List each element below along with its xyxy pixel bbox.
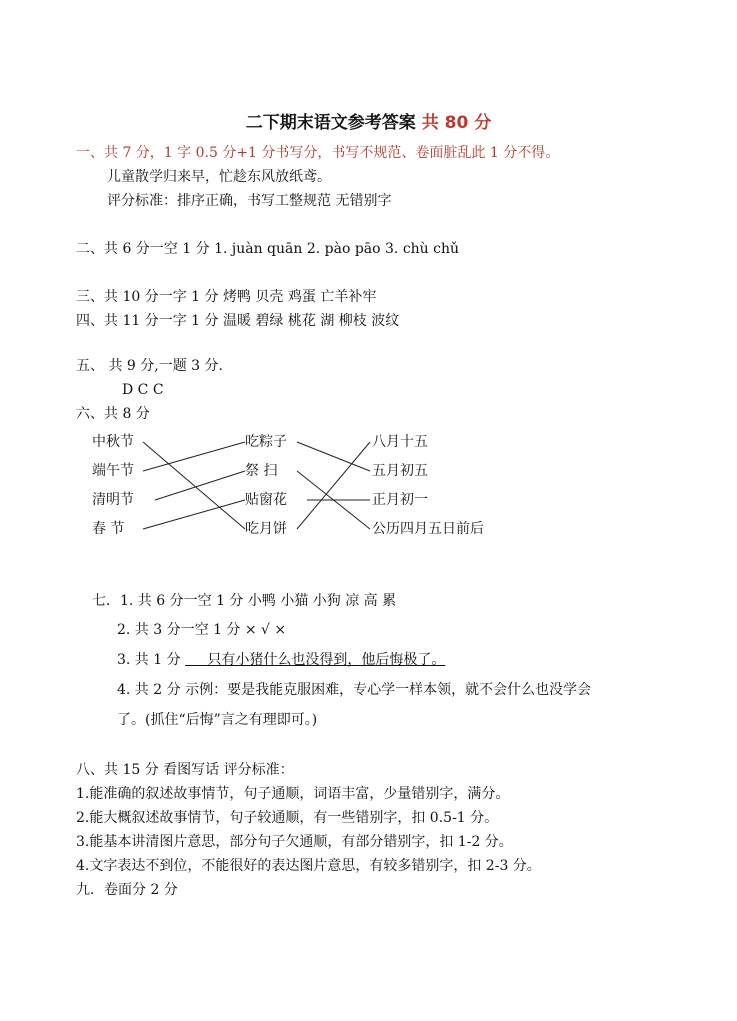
criteria-item-3: 3.能基本讲清图片意思，部分句子欠通顺，有部分错别字，扣 1-2 分。 [76,834,513,850]
title-main: 二下期末语文参考答案 [245,113,416,133]
section-7-q3 [117,651,445,669]
section-4-line: 四、共 11 分一字 1 分 温暖 碧绿 桃花 湖 柳枝 波纹 [76,313,400,329]
section-7-q1: 七．1. 共 6 分一空 1 分 小鸭 小猫 小狗 凉 高 累 [92,593,397,609]
custom-3: 贴窗花 [245,492,287,508]
title-score: 共 80 分 [421,113,492,133]
section-9-line: 九．卷面分 2 分 [76,882,178,898]
section-6-line: 六、共 8 分 [76,406,150,422]
festival-4: 春 节 [92,521,125,537]
date-3: 正月初一 [372,492,428,508]
q3-prefix: 3. 共 1 分 [117,652,181,668]
section-7-q4: 4. 共 2 分 示例：要是我能克服困难，专心学一样本领，就不会什么也没学会 [117,682,592,698]
section-1-criteria: 评分标准：排序正确，书写工整规范 无错别字 [107,193,392,209]
match-line-1 [143,442,245,529]
festival-1: 中秋节 [92,434,134,450]
festival-2: 端午节 [92,463,134,479]
date-1: 八月十五 [372,434,428,450]
criteria-item-4: 4.文字表达不到位，不能很好的表达图片意思，有较多错别字，扣 2-3 分。 [76,858,541,874]
match-line-8 [297,442,370,529]
custom-4: 吃月饼 [245,521,287,537]
q3-answer: 只有小猪什么也没得到，他后悔极了。 [185,652,446,668]
section-7-q4-cont: 了。(抓住“后悔”言之有理即可。) [117,712,318,728]
match-line-4 [143,500,245,529]
section-5-line: 五、 共 9 分,一题 3 分. [76,358,223,374]
criteria-item-1: 1.能准确的叙述故事情节，句子通顺，词语丰富，少量错别字，满分。 [76,786,510,802]
criteria-item-2: 2.能大概叙述故事情节，句子较通顺，有一些错别字，扣 0.5-1 分。 [76,810,499,826]
date-2: 五月初五 [372,463,428,479]
match-line-5 [297,442,370,471]
section-8-line: 八、共 15 分 看图写话 评分标准： [76,762,294,778]
custom-2: 祭 扫 [245,463,278,479]
custom-1: 吃粽子 [245,434,287,450]
section-1-line: 一、共 7 分，1 字 0.5 分+1 分书写分，书写不规范、卷面脏乱此 1 分不得。 [76,145,560,161]
date-4: 公历四月五日前后 [372,521,484,537]
section-1-poem: 儿童散学归来早，忙趁东风放纸鸢。 [107,169,331,185]
section-5-answers: D C C [122,382,164,398]
section-3-line: 三、共 10 分一字 1 分 烤鸭 贝壳 鸡蛋 亡羊补牢 [76,289,377,305]
match-line-3 [155,471,245,500]
section-7-q2: 2. 共 3 分一空 1 分 × √ × [117,622,287,638]
section-2-line: 二、共 6 分一空 1 分 1. juàn quān 2. pào pāo 3. chù chǔ [76,241,460,257]
festival-3: 清明节 [92,492,134,508]
match-line-2 [143,442,245,471]
